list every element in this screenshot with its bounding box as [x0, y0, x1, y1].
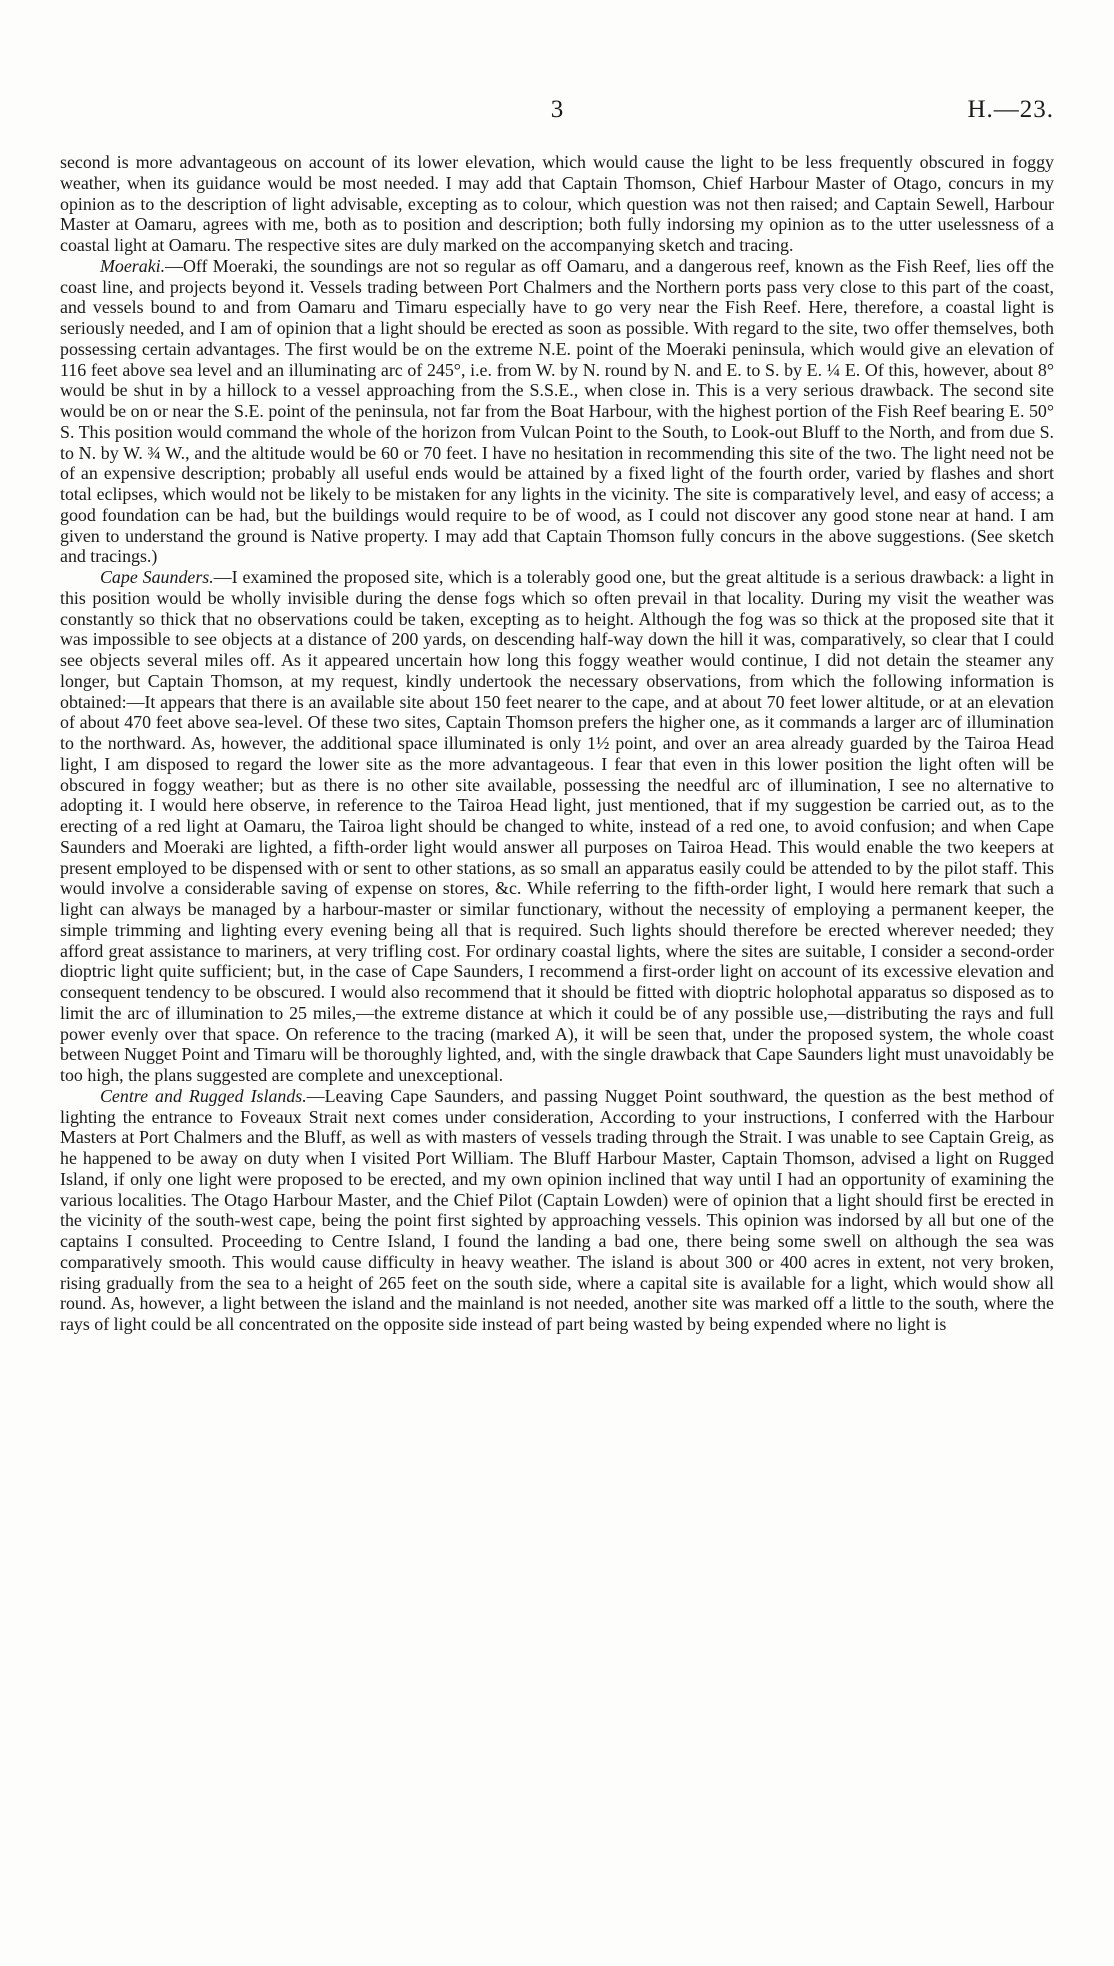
paragraph-centre-and-rugged-islands — [60, 1086, 1054, 1335]
body-text — [60, 152, 1054, 1335]
document-reference: H.—23. — [967, 96, 1054, 123]
paragraph-text: —Off Moeraki, the soundings are not so regular as off Oamaru, and a dangerous reef, known as the Fish Reef, lies off the coast line, and projects beyond it. Vessels trading between Port Chalmers and the Northern ports pass very close to this part of the coast, and vessels bound to and from Oamaru and Timaru especially have to go very near the Fish Reef. Here, therefore, a coastal light is seriously needed, and I am of opinion that a light should be erected as soon as possible. With regard to the site, two offer themselves, both possessing certain advantages. The first would be on the extreme N.E. point of the Moeraki peninsula, which would give an elevation of 116 feet above sea level and an illuminating arc of 245°, i.e. from W. by N. round by N. and E. to S. by E. ¼ E. Of this, however, about 8° would be shut in by a hillock to a vessel approaching from the S.S.E., when close in. This is a very serious drawback. The second site would be on or near the S.E. point of the peninsula, not far from the Boat Harbour, with the highest portion of the Fish Reef bearing E. 50° S. This position would command the whole of the horizon from Vulcan Point to the South, to Look-out Bluff to the North, and from due S. to N. by W. ¾ W., and the altitude would be 60 or 70 feet. I have no hesitation in recommending this site of the two. The light need not be of an expensive description; probably all useful ends would be attained by a fixed light of the fourth order, varied by flashes and short total eclipses, which would not be likely to be mistaken for any lights in the vicinity. The site is comparatively level, and easy of access; a good foundation can be had, but the buildings would require to be of wood, as I could not discover any good stone near at hand. I am given to understand the ground is Native property. I may add that Captain Thomson fully concurs in the above suggestions. (See sketch and tracings.) — [60, 255, 1054, 567]
paragraph-heading: Moeraki. — [100, 255, 166, 276]
page-header — [60, 96, 1054, 136]
paragraph-heading: Cape Saunders. — [100, 567, 214, 587]
paragraph-cape-saunders — [60, 567, 1054, 1086]
paragraph-heading: Centre and Rugged Islands. — [100, 1085, 307, 1106]
paragraph-text: —I examined the proposed site, which is a tolerably good one, but the great altitude is a serious drawback: a light in this position would be wholly invisible during the dense fogs which so often prevail in that locality. During my visit the weather was constantly so thick that no observations could be taken, excepting as to height. Although the fog was so thick at the proposed site that it was impossible to see objects at a distance of 200 yards, on descending half-way down the hill it was, comparatively, so clear that I could see objects several miles off. As it appeared uncertain how long this foggy weather would continue, I did not detain the steamer any longer, but Captain Thomson, at my request, kindly undertook the necessary observations, from which the following information is obtained:—It appears that there is an available site about 150 feet nearer to the cape, and at about 70 feet lower altitude, or at an elevation of about 470 feet above sea-level. Of these two sites, Captain Thomson prefers the higher one, as it commands a larger arc of illumination to the northward. As, however, the additional space illuminated is only 1½ point, and over an area already guarded by the Tairoa Head light, I am disposed to regard the lower site as the more advantageous. I fear that even in this lower position the light often will be obscured in foggy weather; but as there is no other site available, possessing the needful arc of illumination, I see no alternative to adopting it. I would here observe, in reference to the Tairoa Head light, just mentioned, that if my suggestion be carried out, as to the erecting of a red light at Oamaru, the Tairoa light should be changed to white, instead of a red one, to avoid confusion; and when Cape Saunders and Moeraki are lighted, a fifth-order light would answer all purposes on Tairoa Head. This would enable the two keepers at present employed to be dispensed with or sent to other stations, as so small an apparatus easily could be attended to by the pilot staff. This would involve a considerable saving of expense on stores, &c. While referring to the fifth-order light, I would here remark that such a light can always be managed by a harbour-master or similar functionary, without the necessity of employing a permanent keeper, the simple trimming and lighting every evening being all that is required. Such lights should therefore be erected wherever needed; they afford great assistance to mariners, at very trifling cost. For ordinary coastal lights, where the sites are suitable, I consider a second-order dioptric light quite sufficient; but, in the case of Cape Saunders, I recommend a first-order light on account of its excessive elevation and consequent tendency to be obscured. I would also recommend that it should be fitted with dioptric holophotal apparatus so disposed as to limit the arc of illumination to 25 miles,—the extreme distance at which it could be of any possible use,—distributing the rays and full power evenly over that space. On reference to the tracing (marked A), it will be seen that, under the proposed system, the whole coast between Nugget Point and Timaru will be thoroughly lighted, and, with the single drawback that Cape Saunders light must unavoidably be too high, the plans suggested are complete and unexceptional. — [60, 567, 1054, 1085]
paragraph-text: —Leaving Cape Saunders, and passing Nugget Point southward, the question as the best method of lighting the entrance to Foveaux Strait next comes under consideration, According to your instructions, I conferred with the Harbour Masters at Port Chalmers and the Bluff, as well as with masters of vessels trading through the Strait. I was unable to see Captain Greig, as he happened to be away on duty when I visited Port William. The Bluff Harbour Master, Captain Thomson, advised a light on Rugged Island, if only one light were proposed to be erected, and my own opinion inclined that way until I had an opportunity of examining the various localities. The Otago Harbour Master, and the Chief Pilot (Captain Lowden) were of opinion that a light should first be erected in the vicinity of the south-west cape, being the point first sighted by approaching vessels. This opinion was indorsed by all but one of the captains I consulted. Proceeding to Centre Island, I found the landing a bad one, there being some swell on although the sea was comparatively smooth. This would cause difficulty in heavy weather. The island is about 300 or 400 acres in extent, not very broken, rising gradually from the sea to a height of 265 feet on the south side, where a capital site is available for a light, which would show all round. As, however, a light between the island and the mainland is not needed, another site was marked off a little to the south, where the rays of light could be all concentrated on the opposite side instead of part being wasted by being expended where no light is — [60, 1085, 1054, 1334]
paragraph-moeraki — [60, 256, 1054, 567]
paragraph-text: second is more advantageous on account of its lower elevation, which would cause the light to be less frequently obscured in foggy weather, when its guidance would be most needed. I may add that Captain Thomson, Chief Harbour Master of Otago, concurs in my opinion as to the description of light advisable, excepting as to colour, which question was not then raised; and Captain Sewell, Harbour Master at Oamaru, agrees with me, both as to position and description; both fully indorsing my opinion as to the utter uselessness of a coastal light at Oamaru. The respective sites are duly marked on the accompanying sketch and tracing. — [60, 152, 1054, 255]
page-number: 3 — [550, 96, 564, 123]
paragraph-continuation — [60, 152, 1054, 256]
